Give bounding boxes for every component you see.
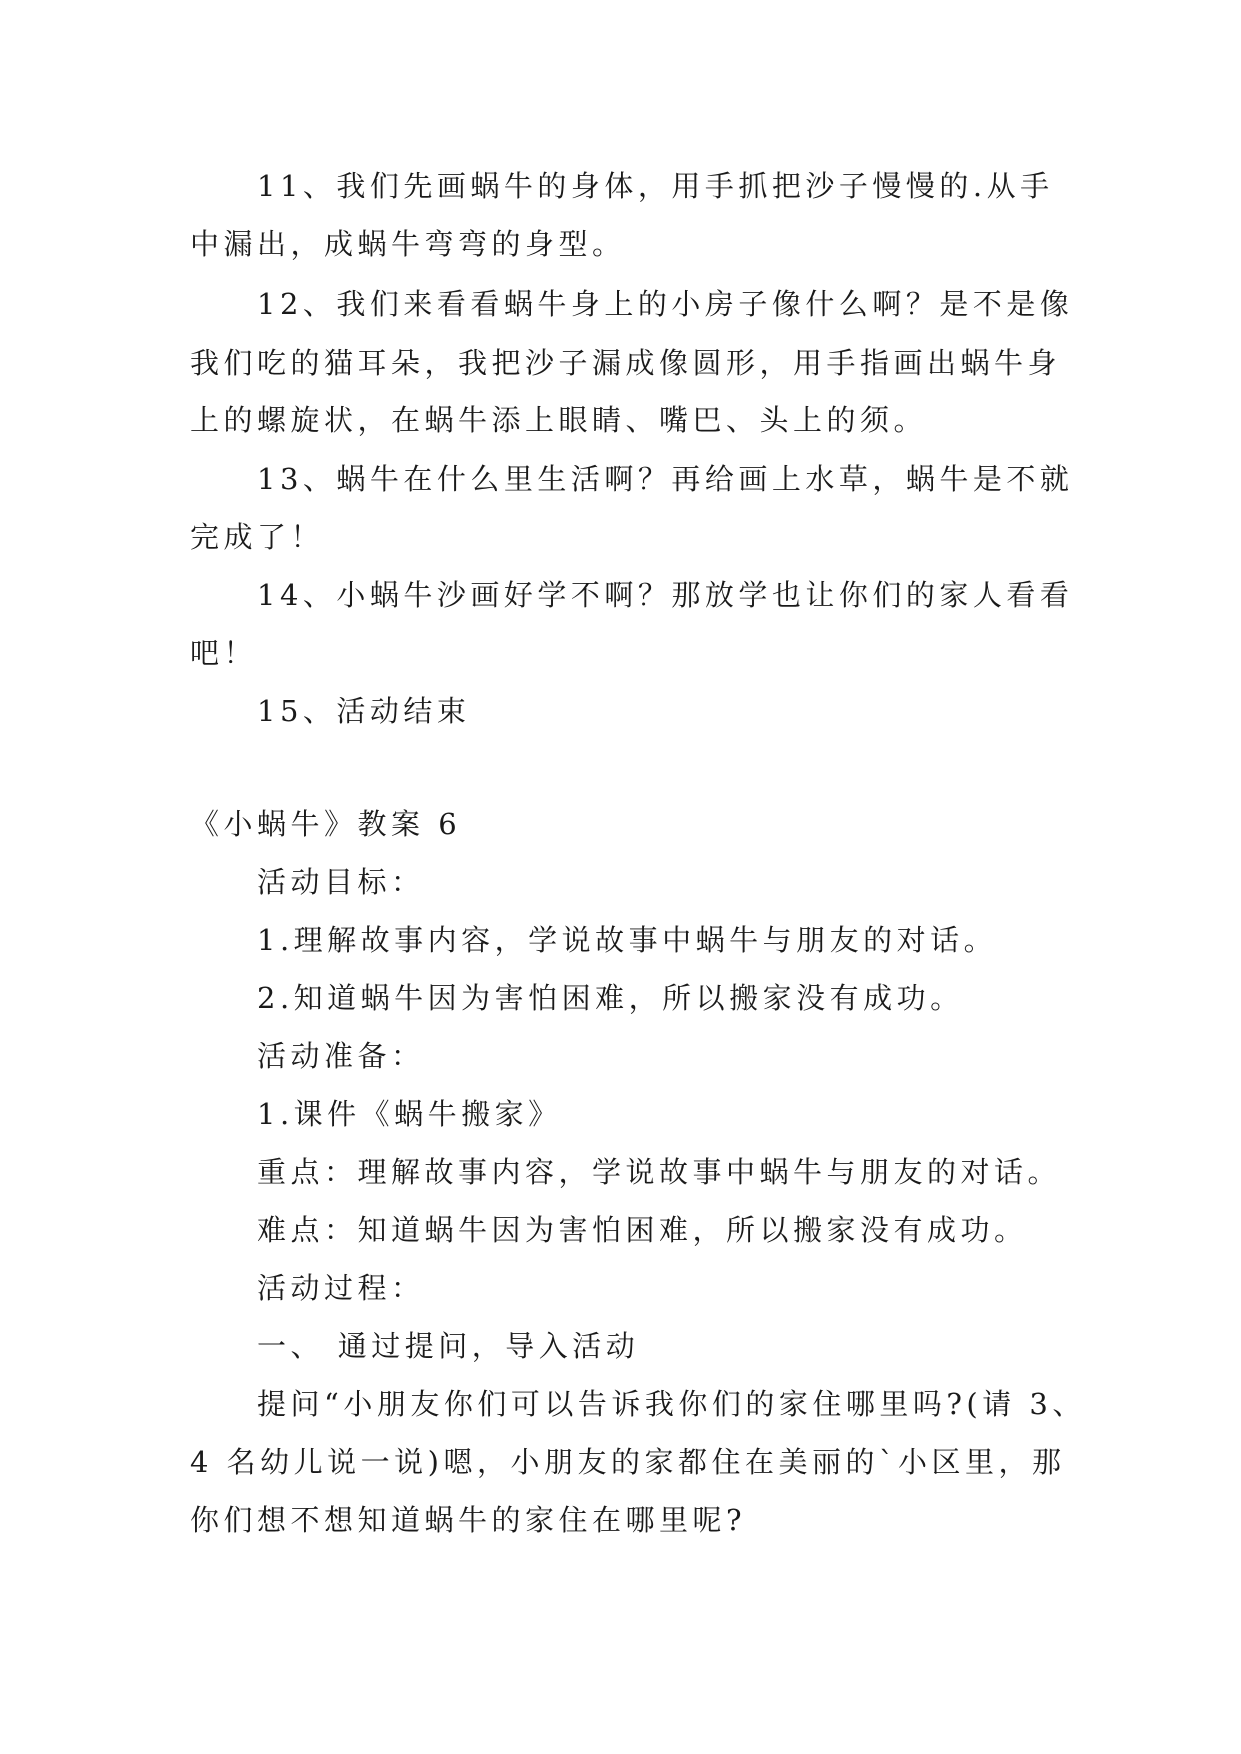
goal-item-1: 1.理解故事内容，学说故事中蜗牛与朋友的对话。	[257, 923, 998, 957]
process-step-1-title: 一、 通过提问，导入活动	[257, 1329, 640, 1363]
paragraph-13-line-1: 13、蜗牛在什么里生活啊？再给画上水草，蜗牛是不就	[257, 462, 1074, 496]
paragraph-12-line-1: 12、我们来看看蜗牛身上的小房子像什么啊？是不是像	[257, 287, 1074, 321]
question-paragraph-line-3: 你们想不想知道蜗牛的家住在哪里呢?	[190, 1503, 747, 1537]
heading-activity-goals: 活动目标：	[257, 865, 425, 899]
preparation-item-1: 1.课件《蜗牛搬家》	[257, 1097, 562, 1131]
section-title: 《小蜗牛》教案 6	[190, 807, 462, 841]
paragraph-11-line-2: 中漏出，成蜗牛弯弯的身型。	[190, 227, 626, 261]
paragraph-13-line-2: 完成了！	[190, 520, 325, 554]
key-point: 重点：理解故事内容，学说故事中蜗牛与朋友的对话。	[257, 1155, 1062, 1189]
paragraph-15: 15、活动结束	[257, 694, 471, 728]
difficult-point: 难点：知道蜗牛因为害怕困难，所以搬家没有成功。	[257, 1213, 1028, 1247]
paragraph-12-line-2: 我们吃的猫耳朵，我把沙子漏成像圆形，用手指画出蜗牛身	[190, 346, 1062, 380]
paragraph-12-line-3: 上的螺旋状，在蜗牛添上眼睛、嘴巴、头上的须。	[190, 403, 928, 437]
question-paragraph-line-1: 提问“小朋友你们可以告诉我你们的家住哪里吗?(请 3、	[257, 1387, 1086, 1421]
heading-activity-process: 活动过程：	[257, 1271, 425, 1305]
paragraph-14-line-1: 14、小蜗牛沙画好学不啊？那放学也让你们的家人看看	[257, 578, 1074, 612]
paragraph-14-line-2: 吧！	[190, 636, 258, 670]
goal-item-2: 2.知道蜗牛因为害怕困难，所以搬家没有成功。	[257, 981, 964, 1015]
paragraph-11-line-1: 11、我们先画蜗牛的身体，用手抓把沙子慢慢的.从手	[257, 169, 1054, 203]
heading-activity-preparation: 活动准备：	[257, 1039, 425, 1073]
question-paragraph-line-2: 4 名幼儿说一说)嗯，小朋友的家都住在美丽的`小区里，那	[190, 1445, 1066, 1479]
